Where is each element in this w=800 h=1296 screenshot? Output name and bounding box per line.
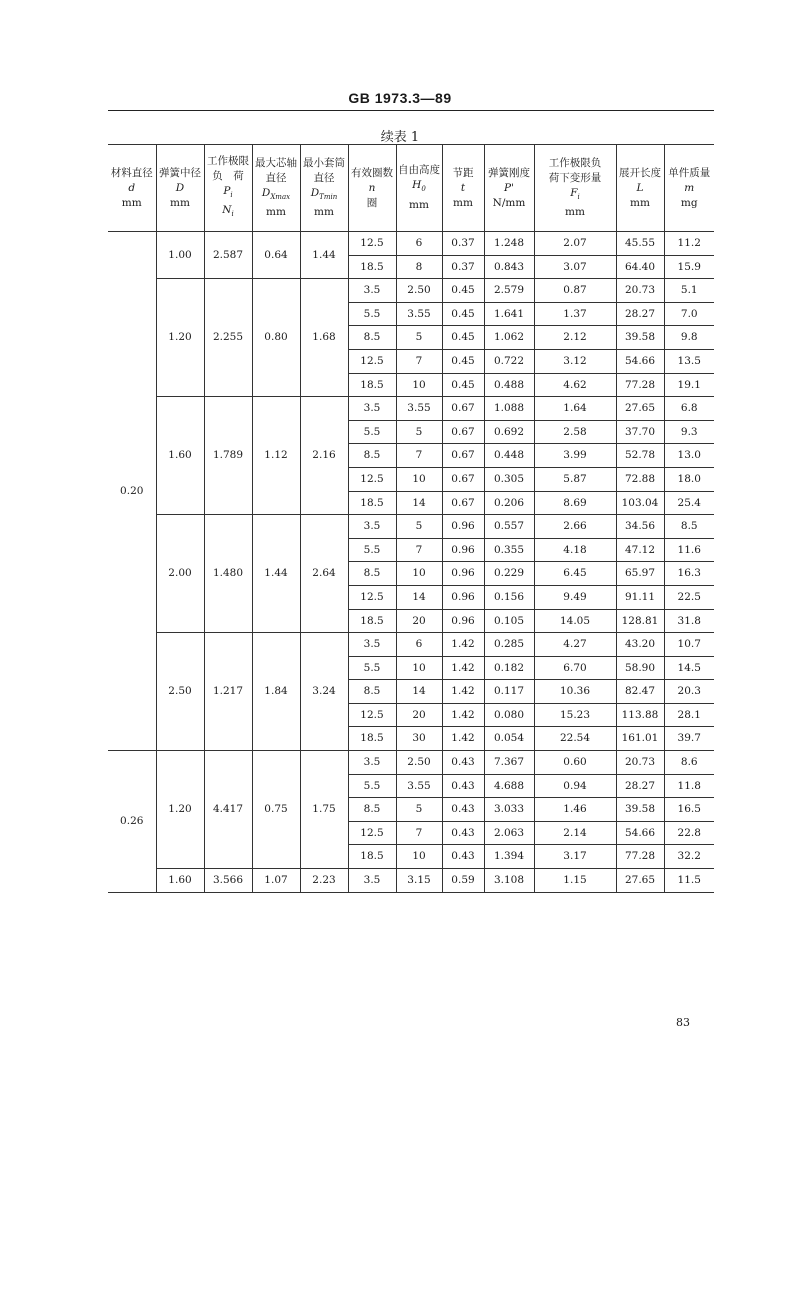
cell-developed-length: 45.55 bbox=[616, 232, 664, 256]
cell-spring-rate: 0.692 bbox=[484, 420, 534, 444]
cell-mean-diameter: 2.00 bbox=[156, 515, 204, 633]
cell-deflection: 3.99 bbox=[534, 444, 616, 468]
cell-deflection: 6.70 bbox=[534, 656, 616, 680]
cell-free-height: 5 bbox=[396, 420, 442, 444]
cell-min-sleeve: 2.16 bbox=[300, 397, 348, 515]
cell-pitch: 1.42 bbox=[442, 703, 484, 727]
cell-free-height: 7 bbox=[396, 821, 442, 845]
cell-free-height: 5 bbox=[396, 798, 442, 822]
cell-free-height: 3.55 bbox=[396, 774, 442, 798]
cell-developed-length: 128.81 bbox=[616, 609, 664, 633]
cell-pitch: 0.45 bbox=[442, 279, 484, 303]
cell-deflection: 6.45 bbox=[534, 562, 616, 586]
cell-unit-mass: 11.6 bbox=[664, 538, 714, 562]
cell-deflection: 1.64 bbox=[534, 397, 616, 421]
cell-active-coils: 12.5 bbox=[348, 349, 396, 373]
cell-limit-load: 4.417 bbox=[204, 751, 252, 869]
cell-limit-load: 2.255 bbox=[204, 279, 252, 397]
cell-deflection: 3.12 bbox=[534, 349, 616, 373]
cell-active-coils: 8.5 bbox=[348, 444, 396, 468]
cell-developed-length: 58.90 bbox=[616, 656, 664, 680]
cell-spring-rate: 0.156 bbox=[484, 585, 534, 609]
column-header bbox=[300, 145, 348, 232]
cell-max-arbor: 0.75 bbox=[252, 751, 300, 869]
column-header-line: mm bbox=[409, 198, 429, 211]
cell-deflection: 0.94 bbox=[534, 774, 616, 798]
cell-pitch: 0.43 bbox=[442, 845, 484, 869]
cell-deflection: 3.17 bbox=[534, 845, 616, 869]
cell-min-sleeve: 1.68 bbox=[300, 279, 348, 397]
table-body bbox=[108, 232, 714, 893]
cell-limit-load: 1.789 bbox=[204, 397, 252, 515]
symbol-subscript: Tmin bbox=[319, 193, 338, 202]
cell-developed-length: 27.65 bbox=[616, 397, 664, 421]
cell-pitch: 0.67 bbox=[442, 420, 484, 444]
cell-developed-length: 47.12 bbox=[616, 538, 664, 562]
symbol-subscript: i bbox=[577, 193, 580, 202]
cell-spring-rate: 0.105 bbox=[484, 609, 534, 633]
cell-active-coils: 18.5 bbox=[348, 609, 396, 633]
cell-active-coils: 3.5 bbox=[348, 279, 396, 303]
table-row bbox=[108, 515, 714, 539]
cell-pitch: 0.43 bbox=[442, 798, 484, 822]
column-header bbox=[108, 145, 156, 232]
cell-unit-mass: 20.3 bbox=[664, 680, 714, 704]
cell-mean-diameter: 2.50 bbox=[156, 633, 204, 751]
cell-spring-rate: 7.367 bbox=[484, 751, 534, 775]
cell-free-height: 6 bbox=[396, 232, 442, 256]
cell-mean-diameter: 1.60 bbox=[156, 397, 204, 515]
cell-deflection: 0.87 bbox=[534, 279, 616, 303]
column-header-line: mm bbox=[170, 196, 190, 209]
cell-unit-mass: 10.7 bbox=[664, 633, 714, 657]
cell-max-arbor: 1.12 bbox=[252, 397, 300, 515]
cell-pitch: 0.45 bbox=[442, 326, 484, 350]
cell-spring-rate: 0.305 bbox=[484, 467, 534, 491]
cell-developed-length: 20.73 bbox=[616, 751, 664, 775]
cell-pitch: 0.67 bbox=[442, 491, 484, 515]
cell-min-sleeve: 1.44 bbox=[300, 232, 348, 279]
cell-free-height: 30 bbox=[396, 727, 442, 751]
cell-active-coils: 5.5 bbox=[348, 774, 396, 798]
table-caption: 续表 1 bbox=[380, 130, 420, 145]
cell-mean-diameter: 1.20 bbox=[156, 279, 204, 397]
cell-spring-rate: 1.088 bbox=[484, 397, 534, 421]
cell-pitch: 0.37 bbox=[442, 255, 484, 279]
cell-pitch: 0.43 bbox=[442, 821, 484, 845]
column-header-line: 展开长度 bbox=[619, 166, 661, 179]
column-header-line: 工作极限负 bbox=[548, 156, 602, 169]
cell-limit-load: 3.566 bbox=[204, 869, 252, 893]
cell-spring-rate: 0.448 bbox=[484, 444, 534, 468]
cell-unit-mass: 9.8 bbox=[664, 326, 714, 350]
cell-pitch: 0.45 bbox=[442, 349, 484, 373]
column-header-line: D bbox=[175, 181, 185, 194]
cell-pitch: 0.45 bbox=[442, 373, 484, 397]
cell-free-height: 7 bbox=[396, 538, 442, 562]
cell-developed-length: 28.27 bbox=[616, 774, 664, 798]
cell-active-coils: 3.5 bbox=[348, 869, 396, 893]
cell-unit-mass: 11.8 bbox=[664, 774, 714, 798]
column-header-line: N/mm bbox=[492, 196, 526, 209]
cell-pitch: 0.59 bbox=[442, 869, 484, 893]
cell-limit-load: 1.217 bbox=[204, 633, 252, 751]
cell-free-height: 7 bbox=[396, 444, 442, 468]
column-header-line: 有效圈数 bbox=[351, 166, 393, 179]
cell-deflection: 0.60 bbox=[534, 751, 616, 775]
cell-min-sleeve: 2.64 bbox=[300, 515, 348, 633]
column-header-line: P' bbox=[504, 181, 514, 194]
cell-active-coils: 18.5 bbox=[348, 727, 396, 751]
column-header-line: $H_0$ bbox=[412, 179, 426, 194]
cell-unit-mass: 31.8 bbox=[664, 609, 714, 633]
cell-spring-rate: 1.062 bbox=[484, 326, 534, 350]
cell-unit-mass: 22.5 bbox=[664, 585, 714, 609]
cell-spring-rate: 2.063 bbox=[484, 821, 534, 845]
cell-unit-mass: 8.6 bbox=[664, 751, 714, 775]
cell-deflection: 2.58 bbox=[534, 420, 616, 444]
cell-free-height: 3.15 bbox=[396, 869, 442, 893]
cell-active-coils: 12.5 bbox=[348, 703, 396, 727]
cell-deflection: 1.15 bbox=[534, 869, 616, 893]
cell-unit-mass: 11.2 bbox=[664, 232, 714, 256]
standard-code: GB 1973.3—89 bbox=[348, 90, 452, 106]
cell-developed-length: 77.28 bbox=[616, 845, 664, 869]
cell-deflection: 3.07 bbox=[534, 255, 616, 279]
table-row bbox=[108, 869, 714, 893]
cell-spring-rate: 0.080 bbox=[484, 703, 534, 727]
cell-deflection: 4.18 bbox=[534, 538, 616, 562]
cell-developed-length: 37.70 bbox=[616, 420, 664, 444]
cell-active-coils: 12.5 bbox=[348, 232, 396, 256]
column-header-line: mm bbox=[630, 196, 650, 209]
cell-developed-length: 43.20 bbox=[616, 633, 664, 657]
cell-free-height: 5 bbox=[396, 326, 442, 350]
cell-pitch: 0.37 bbox=[442, 232, 484, 256]
cell-active-coils: 3.5 bbox=[348, 751, 396, 775]
table-row bbox=[108, 633, 714, 657]
column-header-line: L bbox=[636, 181, 644, 194]
cell-spring-rate: 1.394 bbox=[484, 845, 534, 869]
cell-active-coils: 3.5 bbox=[348, 515, 396, 539]
cell-developed-length: 82.47 bbox=[616, 680, 664, 704]
symbol-subscript: Xmax bbox=[270, 193, 291, 202]
cell-pitch: 0.67 bbox=[442, 397, 484, 421]
cell-pitch: 1.42 bbox=[442, 727, 484, 751]
cell-active-coils: 8.5 bbox=[348, 326, 396, 350]
cell-wire-diameter: 0.20 bbox=[108, 232, 156, 751]
spring-spec-table bbox=[108, 144, 714, 893]
cell-unit-mass: 22.8 bbox=[664, 821, 714, 845]
table-header-row bbox=[108, 145, 714, 232]
cell-unit-mass: 28.1 bbox=[664, 703, 714, 727]
cell-deflection: 2.07 bbox=[534, 232, 616, 256]
cell-spring-rate: 1.248 bbox=[484, 232, 534, 256]
cell-free-height: 3.55 bbox=[396, 302, 442, 326]
cell-developed-length: 52.78 bbox=[616, 444, 664, 468]
cell-spring-rate: 0.206 bbox=[484, 491, 534, 515]
cell-active-coils: 5.5 bbox=[348, 538, 396, 562]
cell-deflection: 1.37 bbox=[534, 302, 616, 326]
column-header-line: $F_i$ bbox=[570, 186, 580, 202]
cell-unit-mass: 5.1 bbox=[664, 279, 714, 303]
cell-free-height: 14 bbox=[396, 585, 442, 609]
cell-unit-mass: 7.0 bbox=[664, 302, 714, 326]
column-header-line: d bbox=[128, 181, 136, 194]
cell-spring-rate: 0.488 bbox=[484, 373, 534, 397]
cell-unit-mass: 19.1 bbox=[664, 373, 714, 397]
cell-developed-length: 20.73 bbox=[616, 279, 664, 303]
cell-deflection: 5.87 bbox=[534, 467, 616, 491]
cell-developed-length: 113.88 bbox=[616, 703, 664, 727]
cell-spring-rate: 0.054 bbox=[484, 727, 534, 751]
cell-free-height: 20 bbox=[396, 703, 442, 727]
cell-developed-length: 77.28 bbox=[616, 373, 664, 397]
cell-wire-diameter: 0.26 bbox=[108, 751, 156, 893]
cell-unit-mass: 13.0 bbox=[664, 444, 714, 468]
cell-free-height: 8 bbox=[396, 255, 442, 279]
cell-free-height: 6 bbox=[396, 633, 442, 657]
cell-deflection: 2.14 bbox=[534, 821, 616, 845]
column-header-line: 自由高度 bbox=[398, 164, 440, 177]
cell-pitch: 0.96 bbox=[442, 562, 484, 586]
cell-developed-length: 64.40 bbox=[616, 255, 664, 279]
column-header-line: 单件质量 bbox=[668, 166, 711, 179]
cell-active-coils: 3.5 bbox=[348, 397, 396, 421]
column-header-line: 材料直径 bbox=[110, 166, 153, 179]
cell-unit-mass: 13.5 bbox=[664, 349, 714, 373]
cell-pitch: 1.42 bbox=[442, 680, 484, 704]
cell-max-arbor: 0.80 bbox=[252, 279, 300, 397]
cell-deflection: 1.46 bbox=[534, 798, 616, 822]
cell-spring-rate: 0.843 bbox=[484, 255, 534, 279]
cell-free-height: 10 bbox=[396, 467, 442, 491]
column-header-line: t bbox=[460, 181, 466, 194]
cell-active-coils: 8.5 bbox=[348, 798, 396, 822]
cell-developed-length: 54.66 bbox=[616, 821, 664, 845]
column-header-line: 负 荷 bbox=[212, 169, 244, 182]
cell-developed-length: 161.01 bbox=[616, 727, 664, 751]
cell-unit-mass: 14.5 bbox=[664, 656, 714, 680]
table-row bbox=[108, 751, 714, 775]
column-header-line: n bbox=[368, 181, 376, 194]
cell-pitch: 0.96 bbox=[442, 585, 484, 609]
cell-unit-mass: 11.5 bbox=[664, 869, 714, 893]
cell-free-height: 10 bbox=[396, 373, 442, 397]
cell-deflection: 15.23 bbox=[534, 703, 616, 727]
column-header bbox=[484, 145, 534, 232]
cell-free-height: 10 bbox=[396, 656, 442, 680]
cell-mean-diameter: 1.20 bbox=[156, 751, 204, 869]
column-header-line: 直径 bbox=[265, 171, 287, 184]
cell-active-coils: 18.5 bbox=[348, 255, 396, 279]
cell-spring-rate: 2.579 bbox=[484, 279, 534, 303]
cell-developed-length: 54.66 bbox=[616, 349, 664, 373]
cell-mean-diameter: 1.00 bbox=[156, 232, 204, 279]
cell-spring-rate: 0.355 bbox=[484, 538, 534, 562]
column-header bbox=[252, 145, 300, 232]
column-header-line: $N_i$ bbox=[222, 204, 234, 219]
cell-deflection: 9.49 bbox=[534, 585, 616, 609]
column-header-line: $P_i$ bbox=[223, 184, 233, 199]
symbol-subscript: i bbox=[230, 191, 233, 199]
column-header-line: $D_{Xmax}$ bbox=[261, 186, 291, 202]
column-header-line: 荷下变形量 bbox=[548, 171, 602, 184]
column-header-line: mm bbox=[453, 196, 473, 209]
cell-pitch: 0.45 bbox=[442, 302, 484, 326]
cell-free-height: 20 bbox=[396, 609, 442, 633]
cell-spring-rate: 1.641 bbox=[484, 302, 534, 326]
cell-developed-length: 65.97 bbox=[616, 562, 664, 586]
cell-limit-load: 1.480 bbox=[204, 515, 252, 633]
cell-unit-mass: 16.5 bbox=[664, 798, 714, 822]
cell-pitch: 0.67 bbox=[442, 444, 484, 468]
cell-developed-length: 39.58 bbox=[616, 798, 664, 822]
symbol-subscript: i bbox=[231, 210, 234, 219]
symbol-subscript: 0 bbox=[421, 185, 426, 194]
cell-active-coils: 5.5 bbox=[348, 656, 396, 680]
cell-spring-rate: 4.688 bbox=[484, 774, 534, 798]
cell-free-height: 2.50 bbox=[396, 279, 442, 303]
cell-deflection: 14.05 bbox=[534, 609, 616, 633]
cell-active-coils: 8.5 bbox=[348, 680, 396, 704]
column-header-line: mm bbox=[565, 206, 585, 219]
cell-pitch: 0.43 bbox=[442, 774, 484, 798]
cell-active-coils: 12.5 bbox=[348, 585, 396, 609]
page-number: 83 bbox=[676, 1016, 690, 1029]
cell-active-coils: 12.5 bbox=[348, 821, 396, 845]
cell-deflection: 4.62 bbox=[534, 373, 616, 397]
header-rule bbox=[108, 110, 714, 111]
cell-min-sleeve: 1.75 bbox=[300, 751, 348, 869]
cell-deflection: 2.12 bbox=[534, 326, 616, 350]
cell-max-arbor: 1.07 bbox=[252, 869, 300, 893]
cell-spring-rate: 0.557 bbox=[484, 515, 534, 539]
cell-active-coils: 5.5 bbox=[348, 302, 396, 326]
cell-min-sleeve: 3.24 bbox=[300, 633, 348, 751]
cell-unit-mass: 8.5 bbox=[664, 515, 714, 539]
cell-unit-mass: 16.3 bbox=[664, 562, 714, 586]
cell-unit-mass: 15.9 bbox=[664, 255, 714, 279]
cell-free-height: 3.55 bbox=[396, 397, 442, 421]
cell-max-arbor: 1.44 bbox=[252, 515, 300, 633]
column-header bbox=[204, 145, 252, 232]
cell-developed-length: 72.88 bbox=[616, 467, 664, 491]
column-header-line: 节距 bbox=[452, 166, 474, 179]
cell-active-coils: 18.5 bbox=[348, 373, 396, 397]
column-header bbox=[534, 145, 616, 232]
cell-active-coils: 18.5 bbox=[348, 845, 396, 869]
cell-max-arbor: 0.64 bbox=[252, 232, 300, 279]
cell-pitch: 0.67 bbox=[442, 467, 484, 491]
column-header-line: mm bbox=[266, 206, 286, 219]
cell-unit-mass: 32.2 bbox=[664, 845, 714, 869]
cell-active-coils: 8.5 bbox=[348, 562, 396, 586]
cell-developed-length: 39.58 bbox=[616, 326, 664, 350]
cell-pitch: 0.43 bbox=[442, 751, 484, 775]
cell-unit-mass: 6.8 bbox=[664, 397, 714, 421]
column-header-line: 弹簧刚度 bbox=[488, 166, 530, 179]
cell-active-coils: 3.5 bbox=[348, 633, 396, 657]
cell-pitch: 0.96 bbox=[442, 609, 484, 633]
column-header-line: 最小套筒 bbox=[303, 156, 345, 169]
cell-free-height: 14 bbox=[396, 680, 442, 704]
column-header-line: 工作极限 bbox=[207, 154, 249, 167]
cell-limit-load: 2.587 bbox=[204, 232, 252, 279]
cell-unit-mass: 9.3 bbox=[664, 420, 714, 444]
cell-mean-diameter: 1.60 bbox=[156, 869, 204, 893]
cell-pitch: 1.42 bbox=[442, 656, 484, 680]
column-header-line: 圈 bbox=[366, 196, 378, 209]
cell-spring-rate: 3.033 bbox=[484, 798, 534, 822]
cell-max-arbor: 1.84 bbox=[252, 633, 300, 751]
cell-pitch: 0.96 bbox=[442, 538, 484, 562]
column-header-line: mm bbox=[314, 206, 334, 219]
cell-active-coils: 5.5 bbox=[348, 420, 396, 444]
cell-unit-mass: 39.7 bbox=[664, 727, 714, 751]
column-header bbox=[442, 145, 484, 232]
column-header-line: m bbox=[684, 181, 695, 194]
cell-spring-rate: 0.229 bbox=[484, 562, 534, 586]
cell-spring-rate: 0.117 bbox=[484, 680, 534, 704]
cell-active-coils: 12.5 bbox=[348, 467, 396, 491]
cell-min-sleeve: 2.23 bbox=[300, 869, 348, 893]
cell-developed-length: 34.56 bbox=[616, 515, 664, 539]
column-header-line: mm bbox=[121, 196, 142, 209]
column-header-line: 直径 bbox=[313, 171, 335, 184]
cell-pitch: 1.42 bbox=[442, 633, 484, 657]
column-header-line: 弹簧中径 bbox=[159, 166, 201, 179]
cell-free-height: 10 bbox=[396, 562, 442, 586]
cell-pitch: 0.96 bbox=[442, 515, 484, 539]
cell-spring-rate: 0.182 bbox=[484, 656, 534, 680]
cell-deflection: 8.69 bbox=[534, 491, 616, 515]
cell-free-height: 10 bbox=[396, 845, 442, 869]
cell-free-height: 7 bbox=[396, 349, 442, 373]
cell-active-coils: 18.5 bbox=[348, 491, 396, 515]
cell-developed-length: 27.65 bbox=[616, 869, 664, 893]
column-header-line: $D_{Tmin}$ bbox=[310, 186, 338, 202]
cell-free-height: 2.50 bbox=[396, 751, 442, 775]
table-row bbox=[108, 232, 714, 256]
table-row bbox=[108, 279, 714, 303]
cell-spring-rate: 0.722 bbox=[484, 349, 534, 373]
cell-deflection: 22.54 bbox=[534, 727, 616, 751]
cell-spring-rate: 3.108 bbox=[484, 869, 534, 893]
cell-developed-length: 91.11 bbox=[616, 585, 664, 609]
column-header bbox=[396, 145, 442, 232]
table-row bbox=[108, 397, 714, 421]
column-header-line: mg bbox=[680, 196, 698, 209]
cell-spring-rate: 0.285 bbox=[484, 633, 534, 657]
column-header bbox=[348, 145, 396, 232]
cell-free-height: 14 bbox=[396, 491, 442, 515]
cell-deflection: 2.66 bbox=[534, 515, 616, 539]
column-header bbox=[156, 145, 204, 232]
column-header-line: 最大芯轴 bbox=[255, 156, 297, 169]
column-header bbox=[664, 145, 714, 232]
cell-unit-mass: 25.4 bbox=[664, 491, 714, 515]
cell-deflection: 10.36 bbox=[534, 680, 616, 704]
cell-developed-length: 103.04 bbox=[616, 491, 664, 515]
cell-unit-mass: 18.0 bbox=[664, 467, 714, 491]
cell-deflection: 4.27 bbox=[534, 633, 616, 657]
column-header bbox=[616, 145, 664, 232]
cell-free-height: 5 bbox=[396, 515, 442, 539]
cell-developed-length: 28.27 bbox=[616, 302, 664, 326]
